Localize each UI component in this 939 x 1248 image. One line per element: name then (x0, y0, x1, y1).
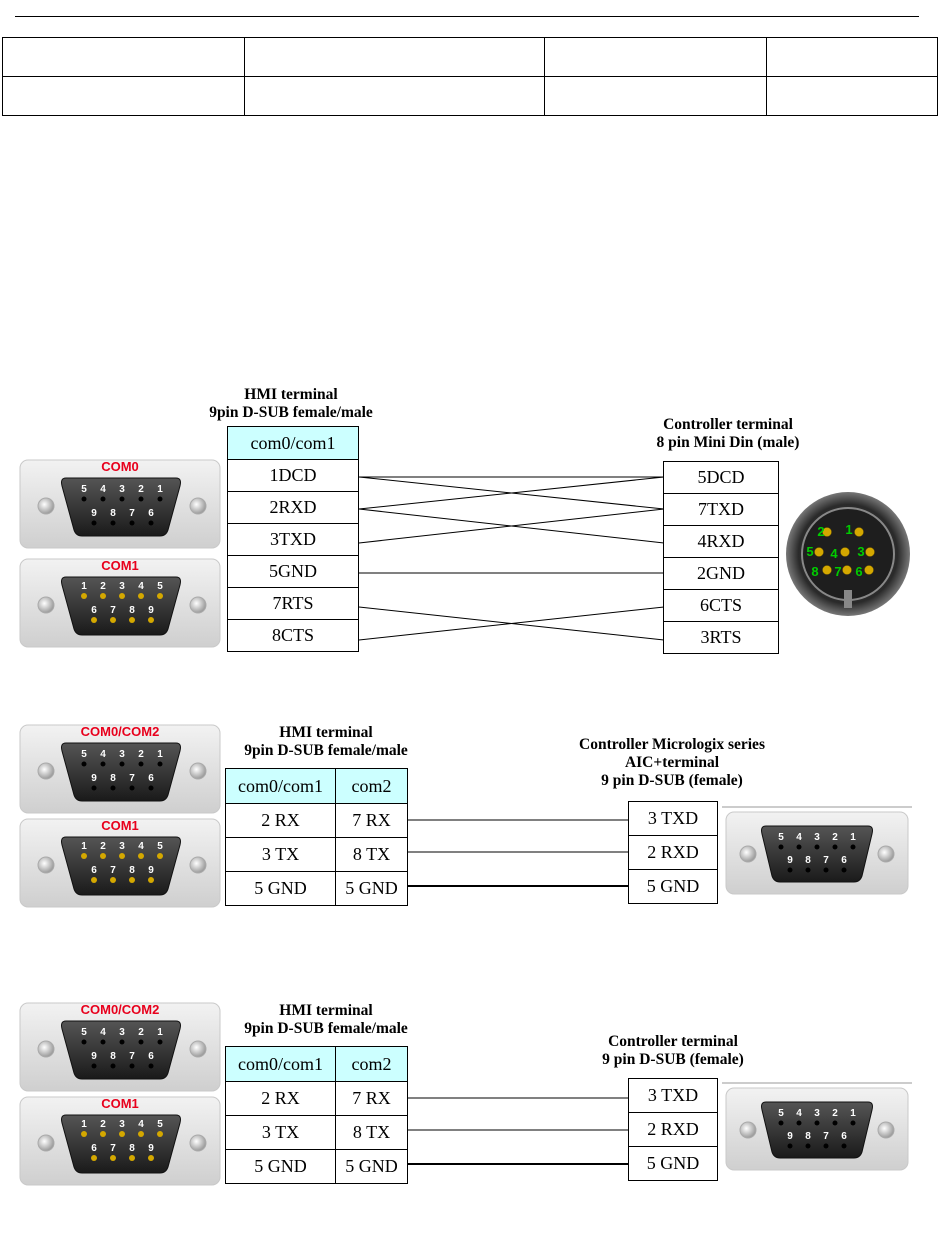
pin-number: 6 (148, 773, 154, 784)
table-cell (3, 77, 245, 116)
minidin-pin-number: 7 (834, 564, 842, 579)
pin-number: 1 (157, 1027, 163, 1038)
controller-pin: 3 TXD (629, 1079, 718, 1113)
hmi-port-header: com0/com1 (226, 1047, 336, 1082)
pin-number: 7 (129, 1051, 135, 1062)
screw-icon (190, 1041, 206, 1057)
hmi-pin: 8 TX (336, 838, 408, 872)
controller-title (578, 1033, 768, 1069)
controller-pin: 2 RXD (629, 836, 718, 870)
screw-icon (740, 1122, 756, 1138)
controller-pin: 3 TXD (629, 802, 718, 836)
pin-number: 4 (796, 1108, 802, 1119)
pin-number: 8 (129, 605, 135, 616)
pin-number: 9 (91, 1051, 97, 1062)
pin-number: 8 (110, 773, 116, 784)
pin-number: 6 (841, 855, 847, 866)
pin-number: 3 (119, 1119, 125, 1130)
table-row (228, 460, 359, 492)
dsub-female-connector (18, 999, 223, 1095)
screw-icon (878, 846, 894, 862)
dsub-female-connector (18, 721, 223, 817)
pin-number: 1 (850, 1108, 856, 1119)
table-row (3, 38, 938, 77)
table-row (3, 77, 938, 116)
pin-number: 9 (787, 1131, 793, 1142)
port-label: COM1 (101, 818, 139, 833)
minidin-pin-number: 3 (857, 544, 865, 559)
pin-number: 4 (100, 1027, 106, 1038)
pin-number: 1 (81, 841, 87, 852)
port-label: COM0/COM2 (80, 724, 160, 739)
hmi-pin: 5 GND (226, 872, 336, 906)
pin-number: 1 (81, 581, 87, 592)
hmi-subtitle-line: 9pin D-SUB female/male (209, 404, 373, 421)
table-row (228, 524, 359, 556)
controller-title-line: Controller terminal (608, 1033, 738, 1050)
controller-pin-table (663, 461, 779, 654)
dsub-female-connector (18, 456, 223, 552)
hmi-pin: 2RXD (228, 492, 359, 524)
pin-number: 3 (119, 1027, 125, 1038)
table-row (228, 556, 359, 588)
dsub-male-connector (18, 1093, 223, 1189)
controller-subtitle-line: 9 pin D-SUB (female) (602, 1051, 744, 1068)
pin-number: 6 (91, 865, 97, 876)
hmi-pin: 7RTS (228, 588, 359, 620)
pin-number: 3 (119, 484, 125, 495)
hmi-pin: 5 GND (336, 1150, 408, 1184)
pin-number: 3 (119, 749, 125, 760)
port-label: COM0/COM2 (80, 1002, 160, 1017)
header-rule (15, 16, 919, 17)
controller-pin: 2 RXD (629, 1113, 718, 1147)
pin-number: 9 (148, 1143, 154, 1154)
hmi-pin: 8 TX (336, 1116, 408, 1150)
port-label: COM0 (101, 459, 139, 474)
table-row (228, 588, 359, 620)
minidin-connector (783, 490, 913, 620)
pin-number: 1 (157, 484, 163, 495)
pin-number: 7 (129, 773, 135, 784)
hmi-pin: 5 GND (226, 1150, 336, 1184)
table-row (629, 870, 718, 904)
screw-icon (38, 1135, 54, 1151)
hmi-pin: 2 RX (226, 804, 336, 838)
hmi-subtitle-line: 9pin D-SUB female/male (244, 1020, 408, 1037)
port-label: COM1 (101, 558, 139, 573)
controller-pin: 7TXD (664, 494, 779, 526)
pin-number: 9 (787, 855, 793, 866)
pin-number: 8 (110, 1051, 116, 1062)
pin-number: 3 (119, 581, 125, 592)
minidin-pin-number: 6 (855, 564, 863, 579)
table-row (664, 590, 779, 622)
table-row (629, 1147, 718, 1181)
controller-subtitle-line: 9 pin D-SUB (female) (601, 772, 743, 789)
pin-number: 5 (778, 832, 784, 843)
minidin-pin-number: 4 (830, 546, 838, 561)
controller-pin-table (628, 801, 718, 904)
screw-icon (38, 498, 54, 514)
dsub-male-connector (18, 555, 223, 651)
controller-subtitle-line: AIC+terminal (624, 754, 720, 771)
screw-icon (190, 597, 206, 613)
table-row (226, 1082, 408, 1116)
minidin-pin-number: 8 (811, 564, 819, 579)
hmi-pin: 1DCD (228, 460, 359, 492)
header-table (2, 37, 938, 116)
hmi-title (224, 1002, 428, 1038)
pin-number: 5 (778, 1108, 784, 1119)
pin-number: 9 (91, 773, 97, 784)
screw-icon (38, 857, 54, 873)
table-row (226, 872, 408, 906)
pin-number: 7 (823, 855, 829, 866)
hmi-port-header: com0/com1 (226, 769, 336, 804)
dsub-male-connector (18, 815, 223, 911)
screw-icon (190, 857, 206, 873)
pin-number: 5 (157, 1119, 163, 1130)
pin-number: 3 (814, 1108, 820, 1119)
pin-number: 8 (129, 865, 135, 876)
minidin-pin-number: 5 (806, 544, 814, 559)
hmi-pin: 7 RX (336, 804, 408, 838)
table-row (226, 804, 408, 838)
hmi-pin: 7 RX (336, 1082, 408, 1116)
controller-pin: 3RTS (664, 622, 779, 654)
hmi-pin-table (225, 768, 408, 906)
pin-number: 2 (832, 832, 838, 843)
controller-title-line: Controller terminal (663, 416, 793, 433)
wiring-lines (407, 1078, 629, 1184)
minidin-pin-number: 2 (817, 524, 825, 539)
controller-pin: 5 GND (629, 1147, 718, 1181)
dsub-female-connector (722, 1082, 912, 1174)
hmi-pin: 2 RX (226, 1082, 336, 1116)
controller-pin-table (628, 1078, 718, 1181)
pin-number: 8 (805, 1131, 811, 1142)
hmi-pin: 8CTS (228, 620, 359, 652)
controller-pin: 2GND (664, 558, 779, 590)
screw-icon (38, 763, 54, 779)
hmi-pin-table (227, 426, 359, 652)
hmi-title-line: HMI terminal (279, 724, 373, 741)
pin-number: 4 (100, 749, 106, 760)
screw-icon (38, 597, 54, 613)
pin-number: 9 (91, 508, 97, 519)
pin-number: 3 (814, 832, 820, 843)
hmi-port-header: com0/com1 (228, 427, 359, 460)
table-row (629, 1079, 718, 1113)
table-row (664, 462, 779, 494)
table-cell (3, 38, 245, 77)
minidin-pin-number: 1 (845, 522, 853, 537)
pin-number: 2 (100, 841, 106, 852)
pin-number: 4 (100, 484, 106, 495)
hmi-pin: 3 TX (226, 1116, 336, 1150)
pin-number: 7 (129, 508, 135, 519)
pin-number: 7 (110, 605, 116, 616)
table-row (228, 427, 359, 460)
controller-pin: 6CTS (664, 590, 779, 622)
pin-number: 1 (850, 832, 856, 843)
controller-pin: 5 GND (629, 870, 718, 904)
pin-number: 1 (157, 749, 163, 760)
pin-number: 8 (110, 508, 116, 519)
table-cell (767, 77, 938, 116)
pin-number: 2 (832, 1108, 838, 1119)
pin-number: 8 (129, 1143, 135, 1154)
wiring-lines (407, 800, 629, 906)
controller-title (628, 416, 828, 452)
screw-icon (878, 1122, 894, 1138)
table-row (226, 1116, 408, 1150)
pin-number: 2 (100, 581, 106, 592)
table-cell (245, 77, 545, 116)
pin-number: 4 (138, 841, 144, 852)
hmi-title-line: HMI terminal (279, 1002, 373, 1019)
hmi-pin-table (225, 1046, 408, 1184)
pin-number: 4 (138, 581, 144, 592)
table-row (226, 1150, 408, 1184)
table-row (664, 622, 779, 654)
table-row (664, 526, 779, 558)
pin-number: 8 (805, 855, 811, 866)
pin-number: 7 (110, 865, 116, 876)
controller-title (552, 736, 792, 790)
controller-pin: 4RXD (664, 526, 779, 558)
table-cell (545, 77, 767, 116)
pin-number: 7 (110, 1143, 116, 1154)
screw-icon (190, 763, 206, 779)
pin-number: 6 (841, 1131, 847, 1142)
controller-subtitle-line: 8 pin Mini Din (male) (656, 434, 800, 451)
hmi-port-header: com2 (336, 769, 408, 804)
pin-number: 9 (148, 865, 154, 876)
hmi-pin: 3 TX (226, 838, 336, 872)
table-row (226, 838, 408, 872)
controller-pin: 5DCD (664, 462, 779, 494)
hmi-title (224, 724, 428, 760)
table-row (629, 1113, 718, 1147)
controller-title-line: Controller Micrologix series (579, 736, 765, 753)
table-row (226, 769, 408, 804)
pin-number: 6 (148, 1051, 154, 1062)
hmi-port-header: com2 (336, 1047, 408, 1082)
hmi-pin: 5GND (228, 556, 359, 588)
screw-icon (38, 1041, 54, 1057)
screw-icon (190, 498, 206, 514)
port-label: COM1 (101, 1096, 139, 1111)
table-cell (245, 38, 545, 77)
hmi-title (190, 386, 392, 422)
table-cell (545, 38, 767, 77)
hmi-pin: 3TXD (228, 524, 359, 556)
pin-number: 5 (157, 841, 163, 852)
table-row (226, 1047, 408, 1082)
pin-number: 6 (91, 1143, 97, 1154)
table-row (664, 558, 779, 590)
hmi-title-line: HMI terminal (244, 386, 338, 403)
pin-number: 3 (119, 841, 125, 852)
pin-number: 7 (823, 1131, 829, 1142)
pin-number: 1 (81, 1119, 87, 1130)
pin-number: 4 (138, 1119, 144, 1130)
pin-number: 6 (91, 605, 97, 616)
table-row (629, 802, 718, 836)
pin-number: 2 (138, 1027, 144, 1038)
table-row (629, 836, 718, 870)
screw-icon (740, 846, 756, 862)
pin-number: 6 (148, 508, 154, 519)
table-row (228, 620, 359, 652)
pin-number: 4 (796, 832, 802, 843)
hmi-subtitle-line: 9pin D-SUB female/male (244, 742, 408, 759)
wiring-lines (359, 460, 664, 660)
pin-number: 2 (138, 749, 144, 760)
table-cell (767, 38, 938, 77)
pin-number: 2 (100, 1119, 106, 1130)
pin-number: 9 (148, 605, 154, 616)
table-row (228, 492, 359, 524)
pin-number: 5 (81, 484, 87, 495)
screw-icon (190, 1135, 206, 1151)
pin-number: 5 (157, 581, 163, 592)
table-row (664, 494, 779, 526)
pin-number: 2 (138, 484, 144, 495)
dsub-female-connector (722, 806, 912, 898)
hmi-pin: 5 GND (336, 872, 408, 906)
pin-number: 5 (81, 1027, 87, 1038)
pin-number: 5 (81, 749, 87, 760)
